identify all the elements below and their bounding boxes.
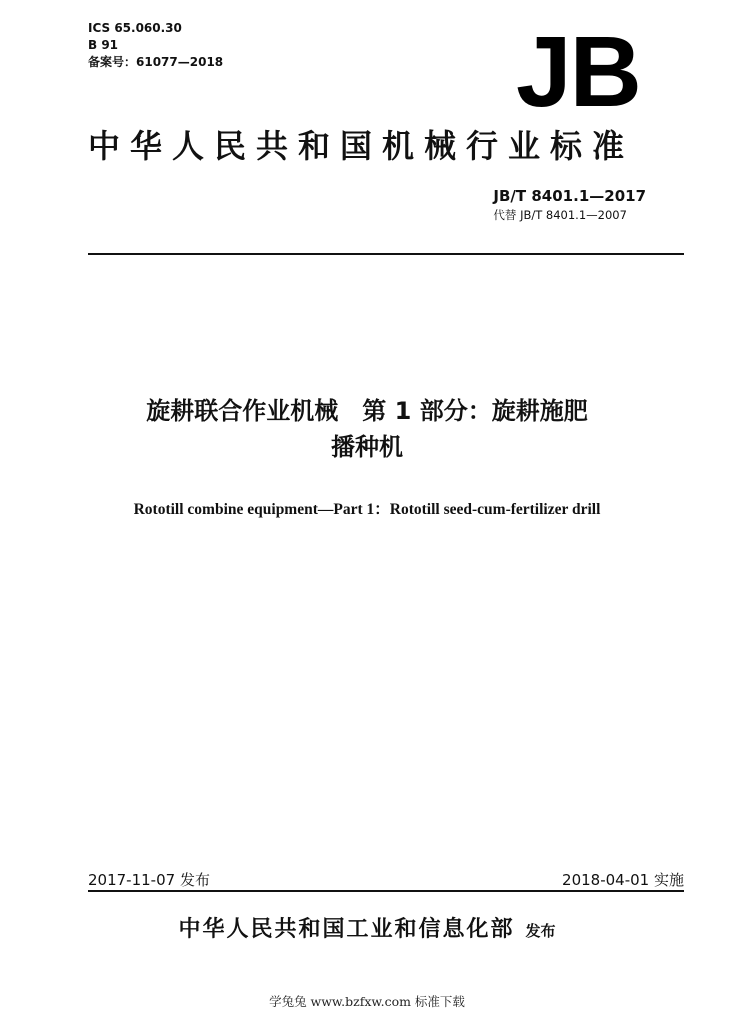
standard-number-block <box>493 186 646 224</box>
issue-date: 2017-11-07 发布 <box>88 871 210 889</box>
replaces-standard: 代替 JB/T 8401.1—2007 <box>493 208 627 222</box>
publisher-line <box>0 912 734 943</box>
implementation-date: 2018-04-01 实施 <box>562 871 684 889</box>
standard-category-title: 中华人民共和国机械行业标准 <box>88 127 635 165</box>
bottom-divider <box>88 890 684 892</box>
ics-code: ICS 65.060.30 <box>88 21 182 35</box>
footer-watermark: 学兔兔 www.bzfxw.com 标准下载 <box>269 994 465 1009</box>
jb-logo: JB <box>516 16 640 128</box>
filing-number: 备案号：61077—2018 <box>88 55 224 69</box>
title-cn-line-1: 旋耕联合作业机械 第 1 部分：旋耕施肥 <box>146 397 588 425</box>
publisher-org: 中华人民共和国工业和信息化部 <box>178 917 515 942</box>
top-divider <box>88 253 684 255</box>
title-cn-line-2: 播种机 <box>331 433 403 461</box>
document-title-cn <box>60 393 674 465</box>
classification-block <box>88 20 223 71</box>
document-title-en: Rototill combine equipment—Part 1：Rototill seed-cum-fertilizer drill <box>133 501 601 518</box>
ccs-code: B 91 <box>88 38 119 52</box>
standard-number: JB/T 8401.1—2017 <box>493 187 646 205</box>
publish-action: 发布 <box>525 922 556 940</box>
